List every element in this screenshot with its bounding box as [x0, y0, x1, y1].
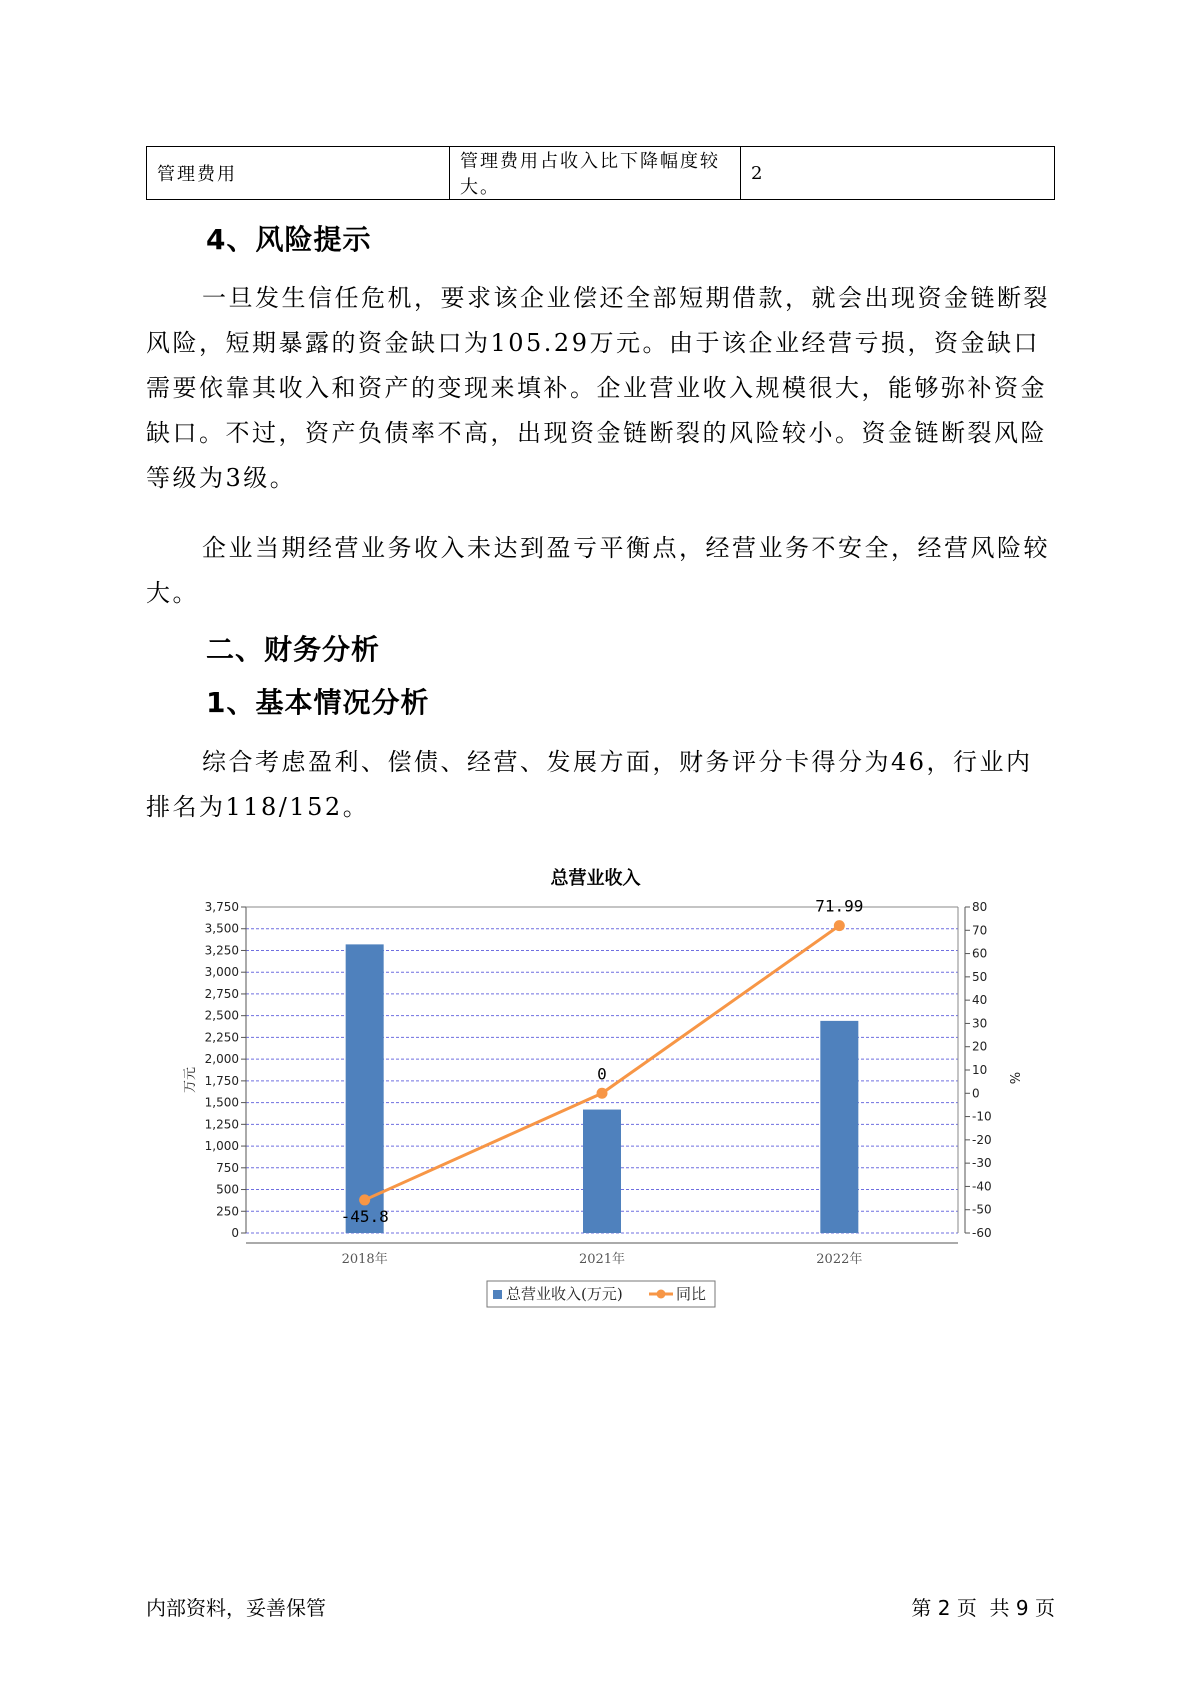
y2-tick-label: -30: [972, 1156, 992, 1171]
legend-label: 同比: [676, 1285, 707, 1303]
y-tick-label: 1,000: [204, 1139, 239, 1154]
y2-tick-label: 40: [972, 993, 988, 1008]
y2-tick-label: -60: [972, 1226, 992, 1240]
paragraph-risk-2: 企业当期经营业务收入未达到盈亏平衡点，经营业务不安全，经营风险较大。: [146, 534, 1050, 607]
chart-title: 总营业收入: [550, 868, 641, 889]
y2-tick-label: 60: [972, 946, 988, 961]
y-tick-label: 3,000: [204, 965, 239, 980]
bar: [820, 1021, 858, 1233]
y2-tick-label: -40: [972, 1179, 992, 1194]
paragraph-basic-1: 综合考虑盈利、偿债、经营、发展方面，财务评分卡得分为46，行业内排名为118/152。: [146, 748, 1033, 821]
y2-tick-label: 80: [972, 900, 988, 914]
y-tick-label: 1,500: [204, 1095, 239, 1110]
section-heading-finance: 二、财务分析: [206, 633, 381, 666]
legend-swatch-point: [657, 1290, 666, 1299]
section-heading-risk: 4、风险提示: [206, 223, 372, 256]
y2-tick-label: 50: [972, 969, 988, 984]
y2-tick-label: 0: [972, 1086, 980, 1101]
bar: [346, 944, 384, 1233]
y-tick-label: 1,750: [204, 1073, 239, 1088]
y2-axis-title: %: [1006, 1071, 1021, 1085]
y2-tick-label: -20: [972, 1132, 992, 1147]
chart-legend: [487, 1281, 715, 1307]
y-tick-label: 2,000: [204, 1052, 239, 1067]
legend-label: 总营业收入(万元): [506, 1285, 623, 1303]
y2-tick-label: -10: [972, 1109, 992, 1124]
bar: [583, 1110, 621, 1233]
y-tick-label: 1,250: [204, 1117, 239, 1132]
table-cell: 管理费用: [147, 147, 450, 200]
y-axis-title: 万元: [183, 1066, 198, 1094]
data-label: 71.99: [815, 896, 864, 916]
legend-swatch-bar: [493, 1290, 502, 1299]
y2-tick-label: 10: [972, 1063, 988, 1077]
y-tick-label: 2,750: [204, 986, 239, 1001]
y-tick-label: 2,250: [204, 1030, 239, 1045]
y-tick-label: 3,500: [204, 921, 239, 936]
y-tick-label: 0: [231, 1226, 239, 1240]
line-point: [597, 1088, 608, 1099]
y-tick-label: 250: [216, 1204, 239, 1219]
x-tick-label: 2022年: [816, 1252, 863, 1267]
paragraph-risk-1: 一旦发生信任危机，要求该企业偿还全部短期借款，就会出现资金链断裂风险，短期暴露的资金缺口为105.29万元。由于该企业经营亏损，资金缺口需要依靠其收入和资产的变现来填补。企业营业收入规模很大，能够弥补资金缺口。不过，资产负债率不高，出现资金链断裂的风险较小。资金链断裂风险等级为3级。: [146, 284, 1050, 492]
x-tick-label: 2018年: [341, 1252, 388, 1267]
y2-tick-label: -50: [972, 1202, 992, 1217]
y-tick-label: 3,750: [204, 900, 239, 914]
data-label: -45.8: [340, 1206, 389, 1226]
y-tick-label: 2,500: [204, 1008, 239, 1023]
y-tick-label: 500: [216, 1182, 239, 1197]
y2-tick-label: 70: [972, 923, 988, 938]
line-point: [359, 1194, 370, 1205]
line-point: [834, 920, 845, 931]
table-cell: 2: [741, 147, 1055, 200]
y-tick-label: 750: [216, 1160, 239, 1175]
page-number: 第 2 页 共 9 页: [911, 1596, 1055, 1620]
y2-tick-label: 20: [972, 1039, 988, 1054]
footer-note: 内部资料，妥善保管: [146, 1596, 326, 1620]
x-tick-label: 2021年: [578, 1252, 626, 1267]
y-tick-label: 3,250: [204, 943, 239, 958]
data-label: 0: [597, 1064, 607, 1084]
table-cell: 管理费用占收入比下降幅度较大。: [450, 147, 741, 200]
section-heading-basic: 1、基本情况分析: [206, 686, 430, 719]
y2-tick-label: 30: [972, 1016, 988, 1031]
